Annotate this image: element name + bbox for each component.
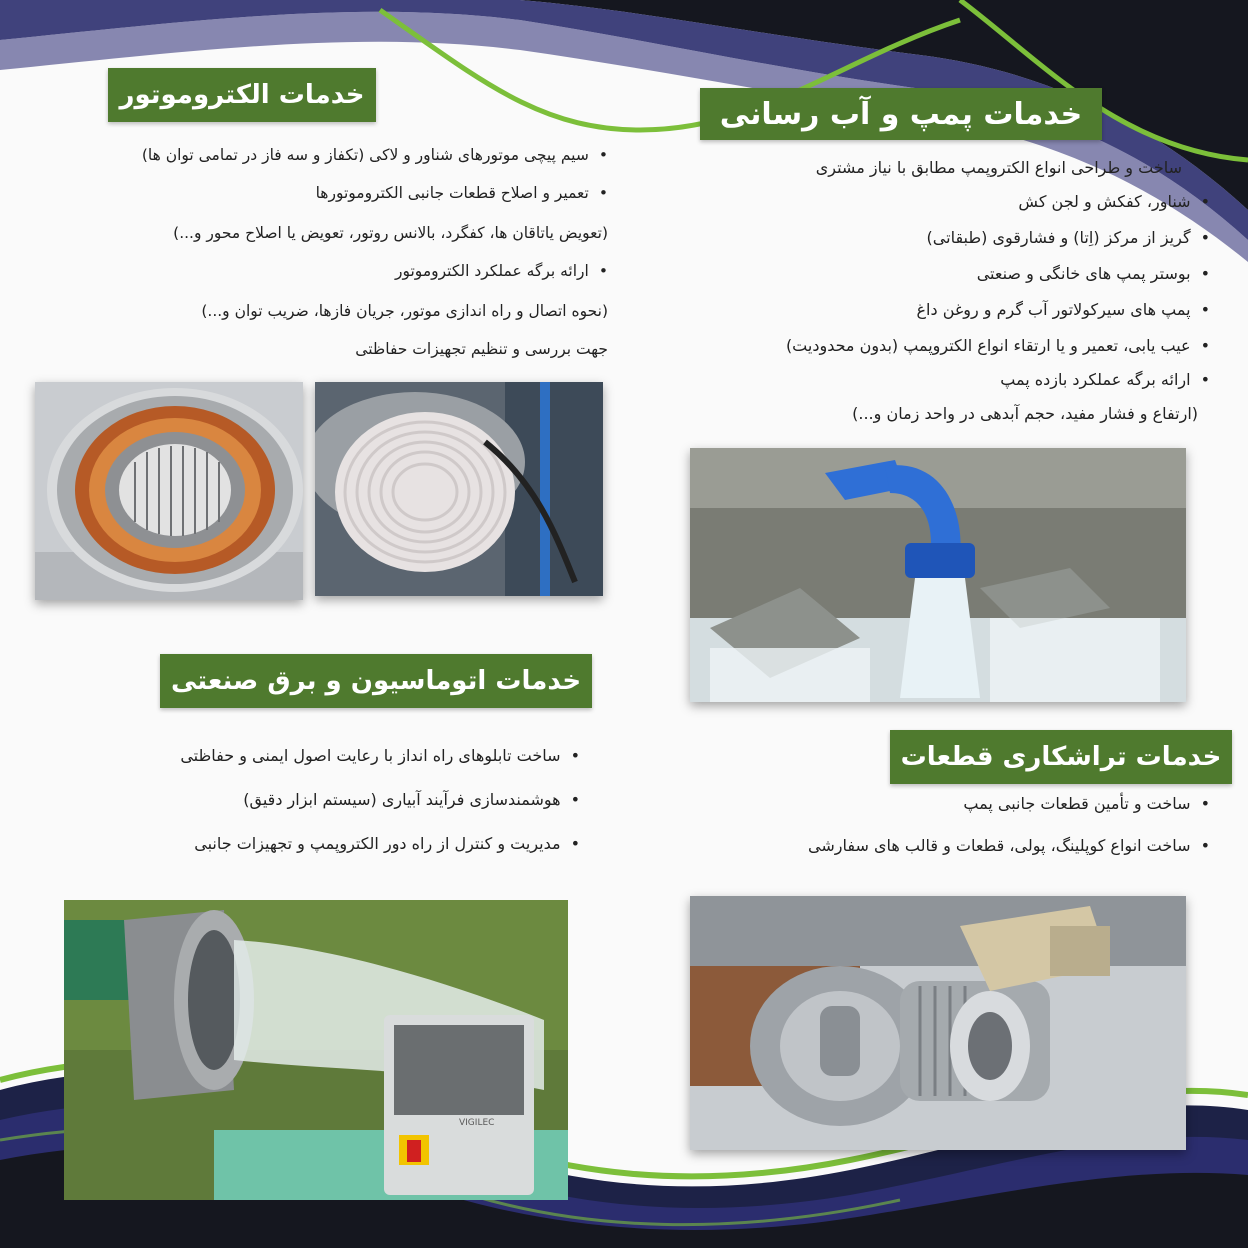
pump-heading bbox=[700, 88, 1102, 140]
stator-winding-photo bbox=[35, 382, 303, 600]
pump-item-4: • پمپ های سیرکولاتور آب گرم و روغن داغ bbox=[916, 300, 1210, 319]
pump-item-6: • ارائه برگه عملکرد بازده پمپ bbox=[1000, 370, 1210, 389]
electromotor-item-1: • سیم پیچی موتورهای شناور و لاکی (تکفاز و سه فاز در تمامی توان ها) bbox=[142, 146, 608, 164]
electromotor-list bbox=[10, 140, 608, 370]
machining-list bbox=[740, 790, 1210, 870]
pump-item-1: • شناور، کفکش و لجن کش bbox=[1018, 192, 1210, 211]
machining-item-1: • ساخت و تأمین قطعات جانبی پمپ bbox=[963, 794, 1210, 813]
electromotor-item-3: • ارائه برگه عملکرد الکتروموتور bbox=[395, 262, 608, 280]
pump-item-6-detail: (ارتفاع و فشار مفید، حجم آبدهی در واحد زمان و...) bbox=[852, 404, 1198, 423]
electromotor-item-3-purpose: جهت بررسی و تنظیم تجهیزات حفاظتی bbox=[355, 340, 608, 358]
automation-item-3: • مدیریت و کنترل از راه دور الکتروپمپ و تجهیزات جانبی bbox=[194, 834, 580, 853]
automation-item-2: • هوشمندسازی فرآیند آبیاری (سیستم ابزار دقیق) bbox=[243, 790, 580, 809]
lathe-machining-photo bbox=[690, 896, 1186, 1150]
hose-and-control-panel-photo bbox=[64, 900, 568, 1200]
pump-intro: ساخت و طراحی انواع الکتروپمپ مطابق با نیاز مشتری bbox=[815, 158, 1182, 177]
water-pipe-outflow-photo bbox=[690, 448, 1186, 702]
machining-title: خدمات تراشکاری قطعات bbox=[900, 742, 1222, 772]
electromotor-item-2: • تعمیر و اصلاح قطعات جانبی الکتروموتورها bbox=[316, 184, 608, 202]
electromotor-heading bbox=[108, 68, 376, 122]
pump-title: خدمات پمپ و آب رسانی bbox=[719, 96, 1083, 132]
electromotor-title: خدمات الکتروموتور bbox=[119, 80, 365, 110]
machining-item-2: • ساخت انواع کوپلینگ، پولی، قطعات و قالب های سفارشی bbox=[808, 836, 1210, 855]
pump-list bbox=[640, 150, 1210, 435]
pump-item-2: • گریز از مرکز (اِتا) و فشارقوی (طبقاتی) bbox=[927, 228, 1210, 247]
electromotor-item-2-detail: (تعویض یاتاقان ها، کفگرد، بالانس روتور، تعویض یا اصلاح محور و...) bbox=[173, 224, 608, 242]
automation-list bbox=[100, 740, 580, 870]
electromotor-item-3-detail: (نحوه اتصال و راه اندازی موتور، جریان فازها، ضریب توان و...) bbox=[201, 302, 608, 320]
automation-item-1: • ساخت تابلوهای راه انداز با رعایت اصول ایمنی و حفاظتی bbox=[180, 746, 580, 765]
automation-title: خدمات اتوماسیون و برق صنعتی bbox=[170, 666, 582, 696]
submersible-coil-photo bbox=[315, 382, 603, 596]
panel-brand-label: VIGILEC bbox=[459, 1118, 495, 1128]
pump-item-5: • عیب یابی، تعمیر و یا ارتقاء انواع الکتروپمپ (بدون محدودیت) bbox=[786, 336, 1210, 355]
pump-item-3: • بوستر پمپ های خانگی و صنعتی bbox=[977, 264, 1210, 283]
machining-heading bbox=[890, 730, 1232, 784]
automation-heading bbox=[160, 654, 592, 708]
